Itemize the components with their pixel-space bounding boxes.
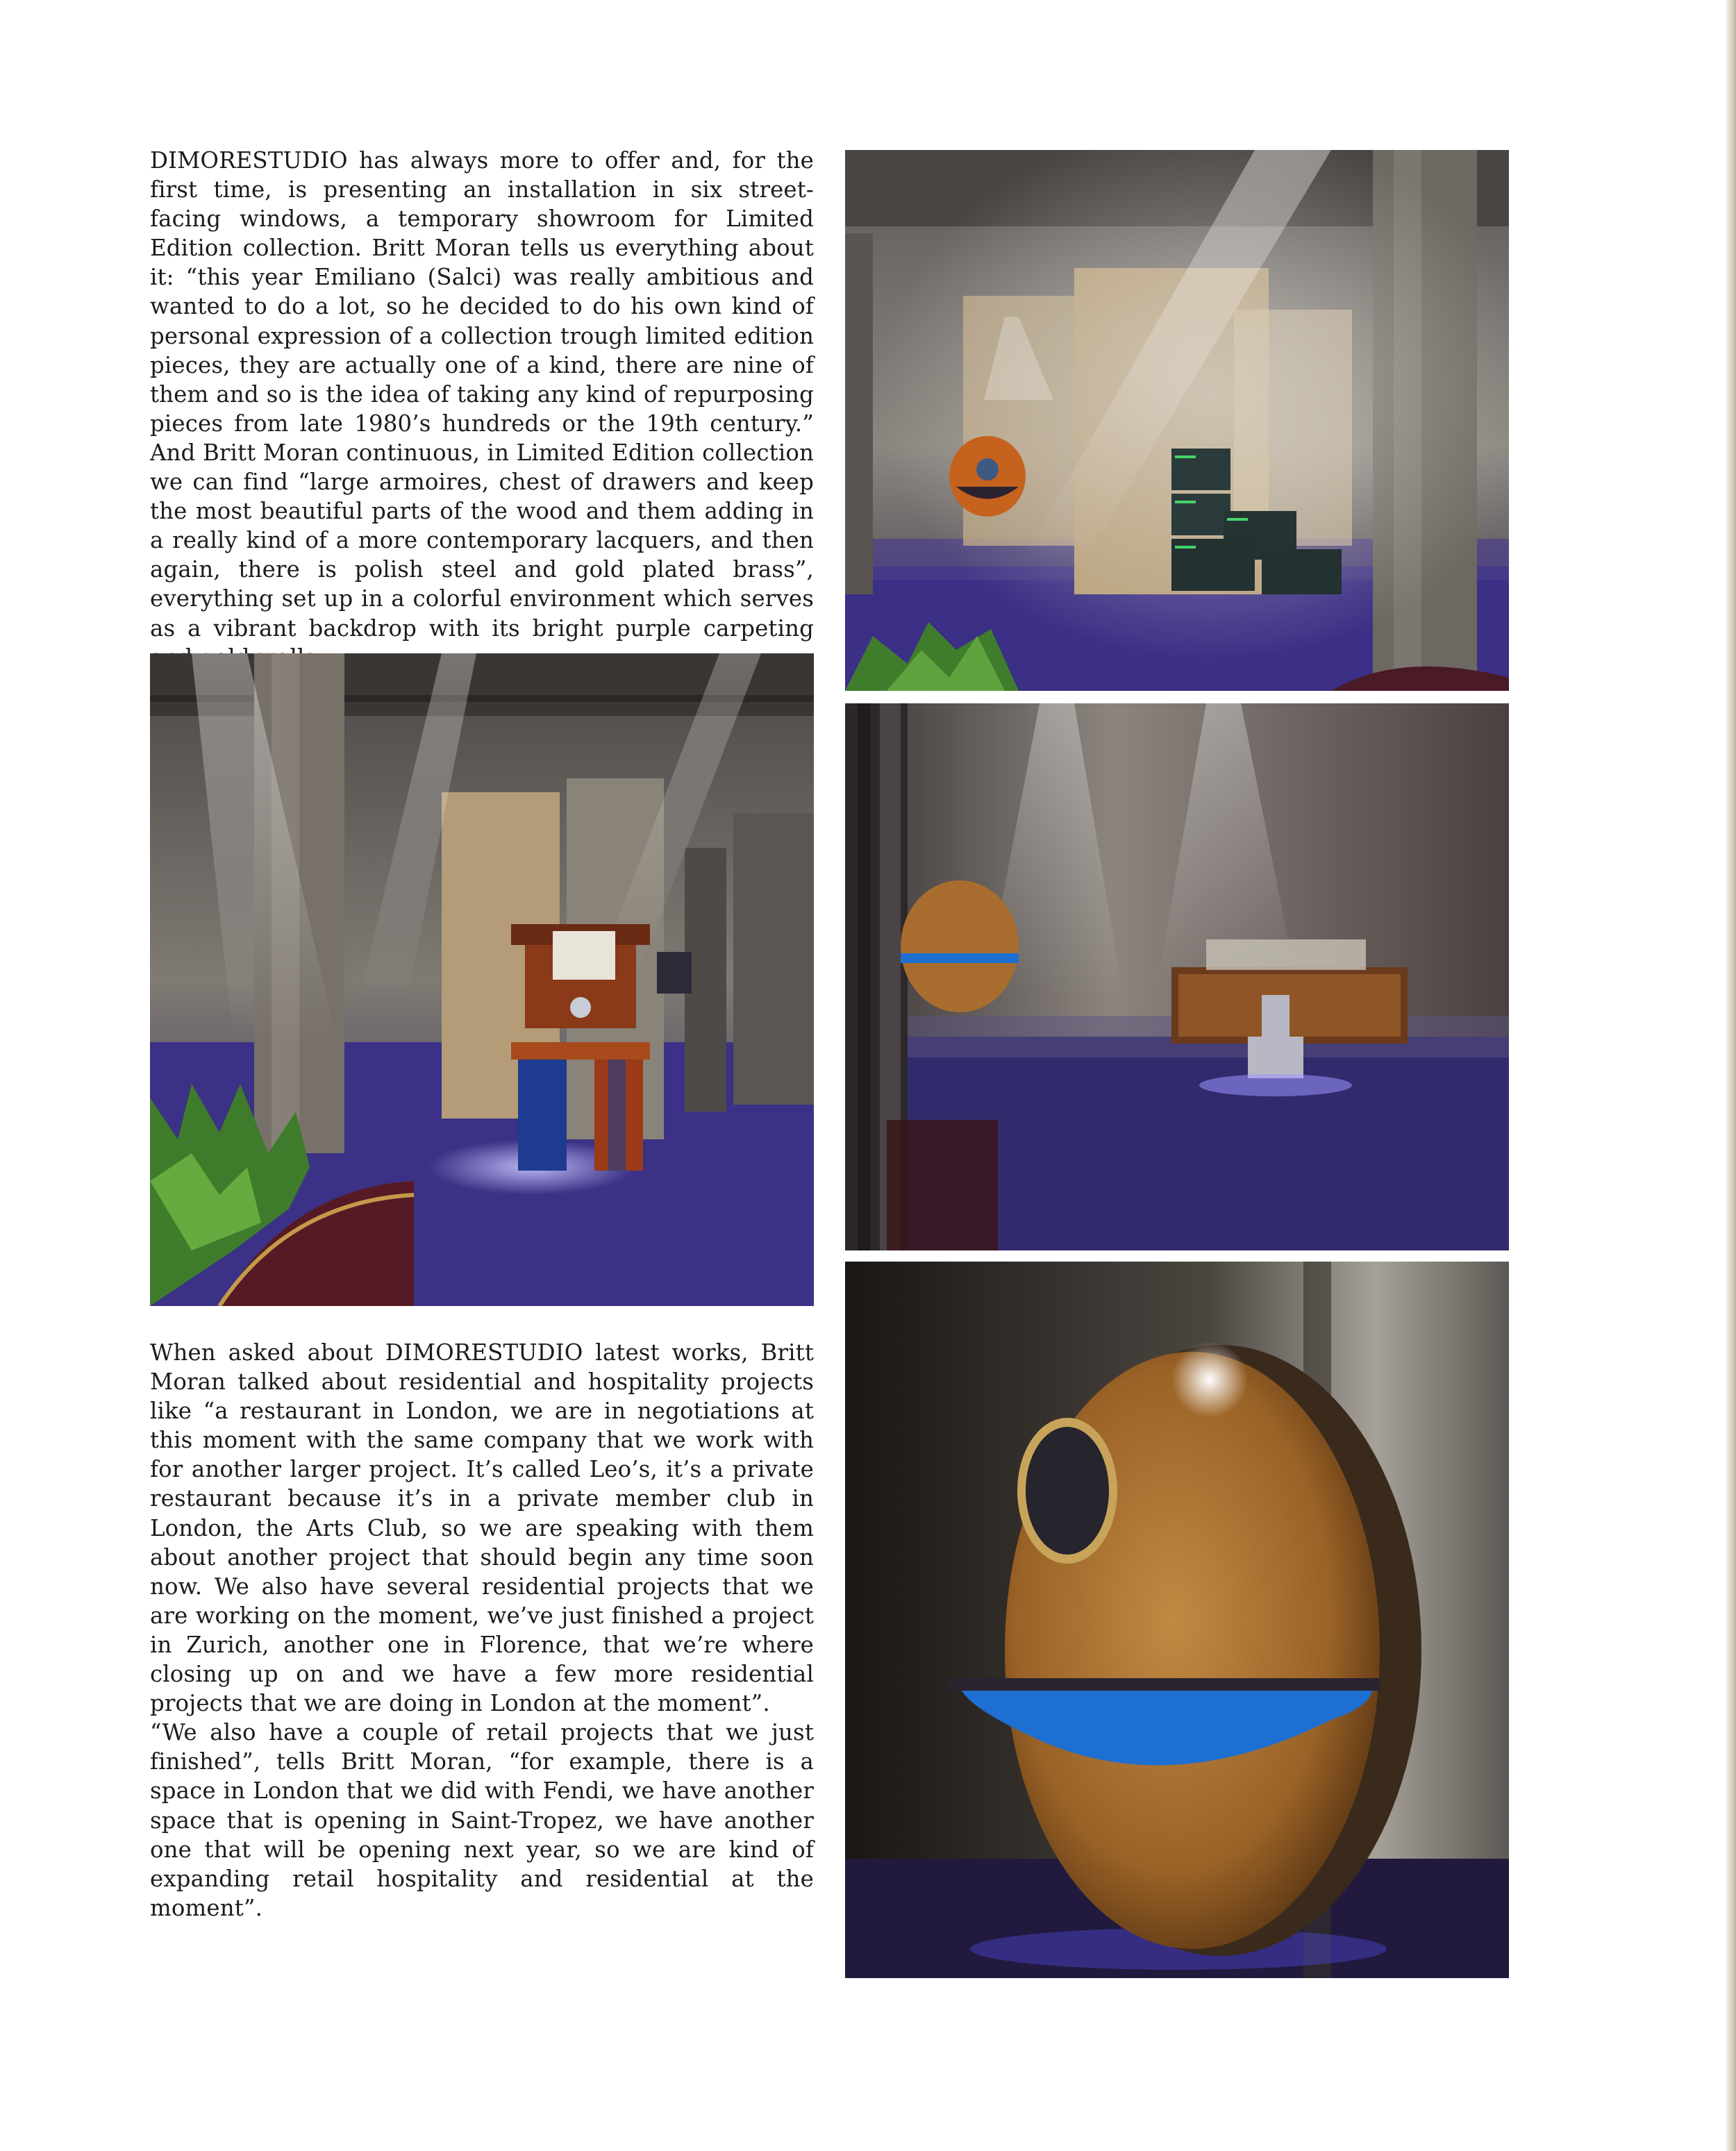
photo-round-cabinet xyxy=(845,1262,1509,1978)
article-text-bottom xyxy=(150,1338,814,1923)
page-edge xyxy=(1726,0,1736,2151)
paragraph: DIMORESTUDIO has always more to offer and, for the first time, is presenting an installation in six street-facing windows, a temporary showroom for Limited Edition collection. Britt Moran tells us everything about it: “this year Emiliano (Salci) was really ambitious and wanted to do a lot, so he decided to do his own kind of personal expression of a collection trough limited edition pieces, they are actually one of a kind, there are nine of them and so is the idea of taking any kind of repurposing pieces from late 1980’s hundreds or the 19th century.” And Britt Moran continuous, in Limited Edition collection we can find “large armoires, chest of drawers and keep the most beautiful parts of the wood and them adding in a really kind of a more contemporary lacquers, and then again, there is polish steel and gold plated brass”, everything set up in a colorful environment which serves as a vibrant backdrop with its bright purple carpeting xyxy=(150,147,814,642)
photo-showroom-overview xyxy=(845,150,1509,691)
photo-burl-desk xyxy=(845,703,1509,1250)
paragraph: “We also have a couple of retail projects that we just finished”, tells Britt Moran, “for example, there is a space in London that we did with Fendi, we have another space that is opening in Saint-Tropez, we have another one that will be opening next year, so we are kind of expanding retail hospitality and residential at the moment”. xyxy=(150,1719,814,1921)
article-text-top xyxy=(150,146,814,672)
photo-cabinet-columns xyxy=(150,653,814,1306)
paragraph: When asked about DIMORESTUDIO latest works, Britt Moran talked about residential and hospitality projects like “a restaurant in London, we are in negotiations at this moment with the same company that we work with for another larger project. It’s called Leo’s, it’s a private restaurant because it’s in a private member club in London, the Arts Club, so we are speaking with them about another project that should begin any time soon now. We also have several residential projects that we are working on the moment, we’ve just finished a project in Zurich, another one in Florence, that we’re where closing up on and we have a few more residential projects that we are doing in London at the moment”. xyxy=(150,1339,814,1717)
